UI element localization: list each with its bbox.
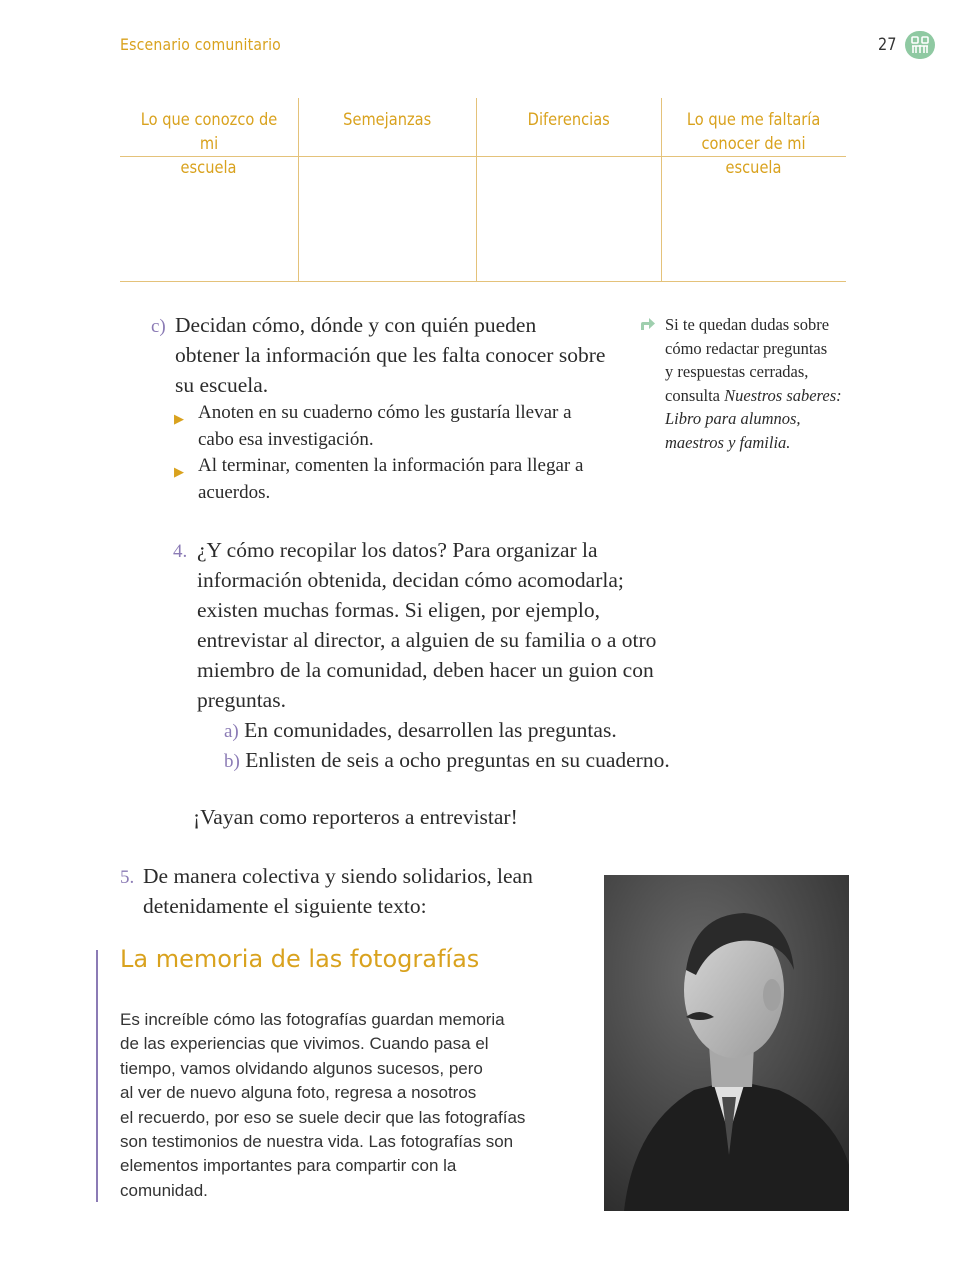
bullet-arrow-icon: ▶ <box>174 411 184 426</box>
bullet-arrow-icon: ▶ <box>174 464 184 479</box>
community-emblem-icon <box>905 31 935 59</box>
item-4-closing: ¡Vayan como reporteros a entrevistar! <box>193 805 518 829</box>
reading-title: La memoria de las fotografías <box>120 945 480 973</box>
running-header: Escenario comunitario <box>120 35 281 54</box>
section-bar <box>96 950 98 1202</box>
side-note: Si te quedan dudas sobre cómo redactar preguntas y respuestas cerradas, consulta Nuestros saberes: Libro para alumnos, maestros y familia. <box>665 315 842 452</box>
table-header-differences: Diferencias <box>527 110 610 130</box>
arrow-right-icon <box>640 317 656 336</box>
item-c-bullet-1: ▶ Anoten en su cuaderno cómo les gustaría llevar a cabo esa investigación. <box>174 402 572 450</box>
item-c-bullet-2: ▶ Al terminar, comenten la información para llegar a acuerdos. <box>174 455 584 503</box>
table-header-known: Lo que conozco de mi escuela <box>140 110 278 178</box>
item-4-marker: 4. <box>173 541 188 562</box>
item-4-sub-a: a) En comunidades, desarrollen las preguntas. <box>224 718 617 742</box>
item-4-text: ¿Y cómo recopilar los datos? Para organizar la información obtenida, decidan cómo acomodarla; existen muchas formas. Si eligen, por ejemplo, entrevistar al director, a alguien de su familia o a otro miembro de la comunidad, deben hacer un guion con preguntas. <box>197 538 657 712</box>
table-header-missing: Lo que me faltaría conocer de mi escuela <box>686 110 821 178</box>
table-header-similarities: Semejanzas <box>342 110 432 130</box>
item-5-marker: 5. <box>120 867 135 888</box>
item-c-marker: c) <box>151 316 166 337</box>
reading-text: Es increíble cómo las fotografías guardan memoria de las experiencias que vivimos. Cuando pasa el tiempo, vamos olvidando algunos sucesos, pero al ver de nuevo alguna foto, regresa a nosotros el recuerdo, por eso se suele decir que las fotografías son testimonios de nuestra vida. Las fotografías son elementos importantes para compartir con la comunidad. <box>120 1010 526 1200</box>
item-5-text: De manera colectiva y siendo solidarios, lean detenidamente el siguiente texto: <box>143 864 533 918</box>
comparison-table <box>120 98 846 282</box>
item-c-text: Decidan cómo, dónde y con quién pueden obtener la información que les falta conocer sobre su escuela. <box>175 313 606 397</box>
portrait-photo-icon <box>604 875 849 1211</box>
page-number: 27 <box>878 35 897 55</box>
item-4-sub-b: b) Enlisten de seis a ocho preguntas en su cuaderno. <box>224 748 670 772</box>
